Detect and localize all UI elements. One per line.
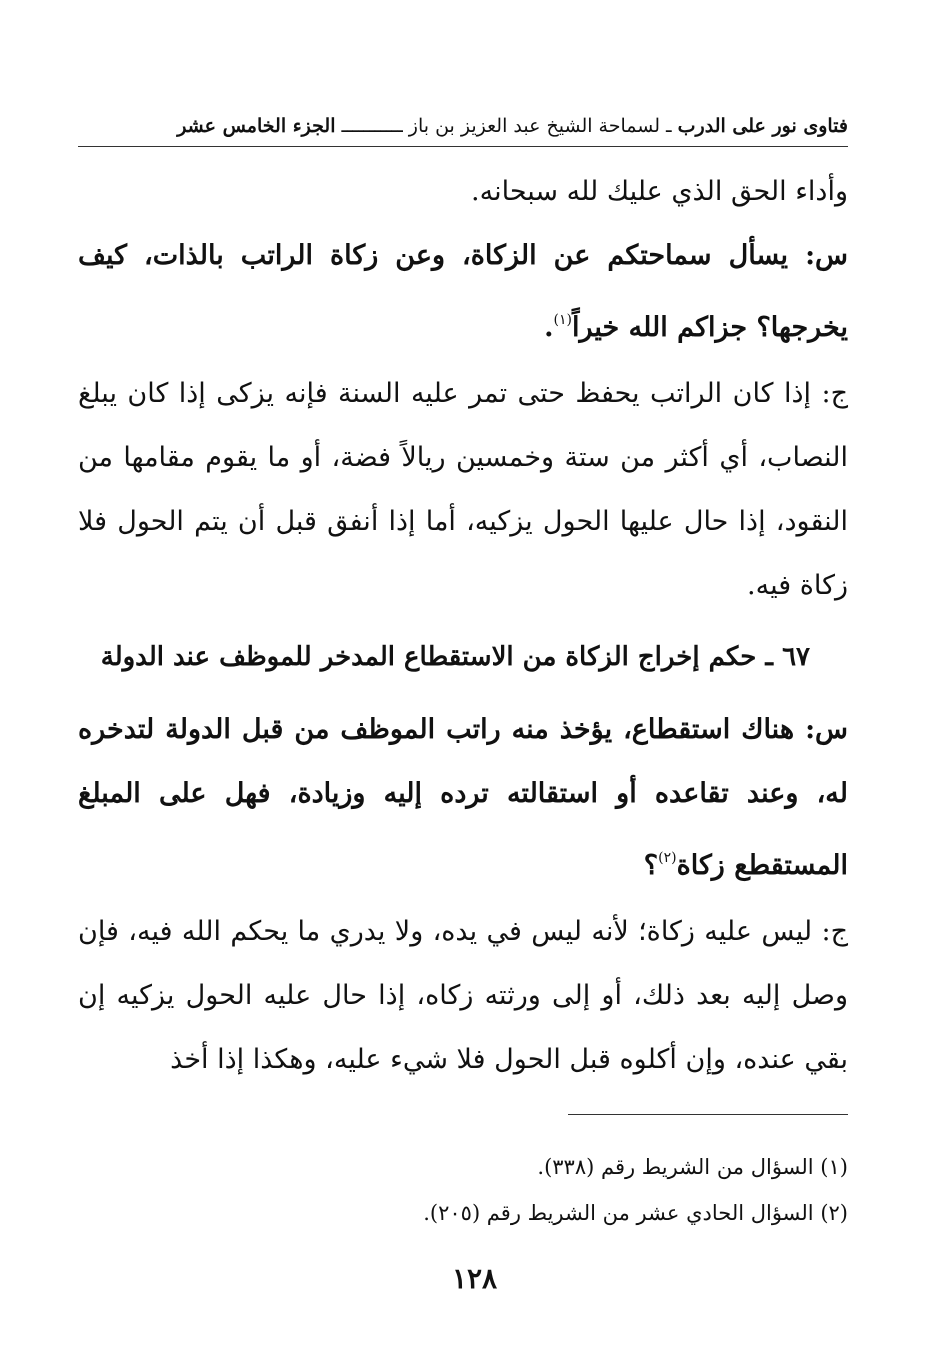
question-prefix: س: [794, 714, 848, 745]
volume-label: الجزء الخامس عشر [177, 115, 336, 137]
question-end: . [544, 312, 554, 343]
running-header [78, 106, 848, 147]
question-prefix: س: [788, 240, 848, 271]
book-title: فتاوى نور على الدرب [677, 115, 848, 137]
intro-line: وأداء الحق الذي عليك لله سبحانه. [471, 176, 848, 207]
answer-prefix: ج: [812, 916, 848, 947]
footnotes [78, 1144, 848, 1236]
question-text: يسأل سماحتكم عن الزكاة، وعن زكاة الراتب بالذات، كيف يخرجها؟ جزاكم الله خيراً [78, 240, 848, 343]
question-end: ؟ [643, 850, 659, 881]
question-1 [78, 224, 848, 360]
footnote-mark-2: (٢) [658, 850, 677, 866]
author-line: ـ لسماحة الشيخ عبد العزيز بن باز ـــــــــــ [341, 115, 672, 137]
question-text: هناك استقطاع، يؤخذ منه راتب الموظف من قبل الدولة لتدخره له، وعند تقاعده أو استقالته ترده إليه وزيادة، فهل على المبلغ المستقطع زكاة [78, 714, 848, 881]
answer-prefix: ج: [811, 378, 848, 409]
footnote-1: (١) السؤال من الشريط رقم (٣٣٨). [537, 1155, 848, 1179]
answer-2 [78, 900, 848, 1092]
question-2 [78, 698, 848, 898]
footnote-2: (٢) السؤال الحادي عشر من الشريط رقم (٢٠٥). [423, 1201, 848, 1225]
section-title: ٦٧ ـ حكم إخراج الزكاة من الاستقطاع المدخر للموظف عند الدولة [100, 642, 810, 672]
footnote-mark-1: (١) [553, 312, 572, 328]
page-number: ١٢٨ [451, 1262, 498, 1295]
main-text [78, 160, 848, 1092]
answer-text: ليس عليه زكاة؛ لأنه ليس في يده، ولا يدري ما يحكم الله فيه، فإن وصل إليه بعد ذلك، أو إلى ورثته زكاه، إذا حال عليه الحول يزكيه إن بقي عنده، وإن أكلوه قبل الحول فلا شيء عليه، وهكذا إذا أخذ [78, 916, 848, 1075]
footnote-divider [568, 1114, 848, 1115]
answer-text: إذا كان الراتب يحفظ حتى تمر عليه السنة فإنه يزكى إذا كان يبلغ النصاب، أي أكثر من ستة وخمسين ريالاً فضة، أو ما يقوم مقامها من النقود، إذا حال عليها الحول يزكيه، أما إذا أنفق قبل أن يتم الحول فلا زكاة فيه. [78, 378, 848, 601]
answer-1 [78, 362, 848, 618]
